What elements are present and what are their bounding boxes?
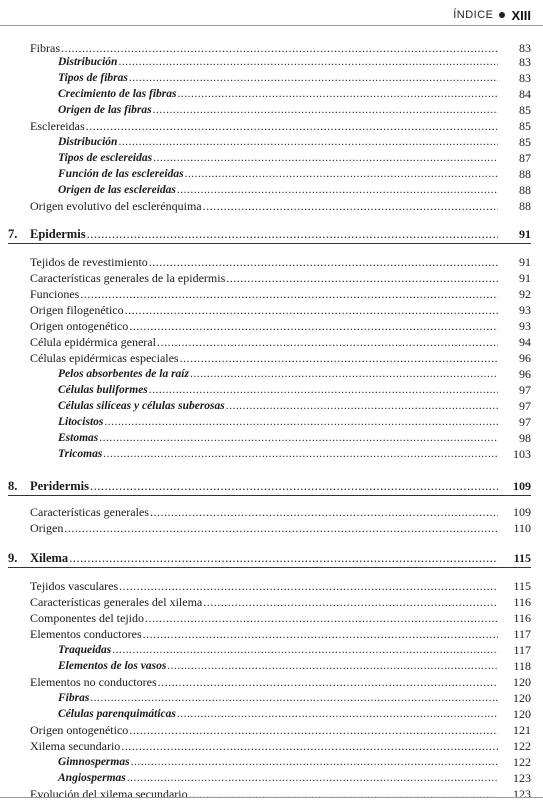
- toc-page-number: 94: [519, 335, 531, 349]
- toc-entry-text: [58, 690, 499, 706]
- dot-leader: [177, 706, 498, 722]
- toc-entry-text: [58, 54, 499, 70]
- toc-page-number: 97: [519, 383, 531, 397]
- toc-entry-label: Distribución: [58, 136, 118, 148]
- toc-entry-text: [58, 366, 499, 382]
- toc-page-number: 123: [513, 771, 531, 785]
- toc-page-number: 115: [513, 579, 531, 593]
- toc-entry-label: Distribución: [58, 56, 118, 68]
- toc-entry-label: Origen: [30, 521, 64, 535]
- dot-leader: [119, 578, 498, 594]
- toc-entry-label: Esclereidas: [30, 119, 85, 133]
- toc-page-number: 122: [513, 739, 531, 753]
- toc-entry-label: Componentes del tejido: [30, 611, 144, 625]
- toc-entry-label: Células parenquimáticas: [58, 708, 176, 720]
- toc-entry: [0, 738, 543, 754]
- toc-entry-label: Elementos de los vasos: [58, 660, 167, 672]
- toc-entry: [0, 674, 543, 690]
- toc-entry-text: [58, 706, 499, 722]
- header-label: ÍNDICE: [453, 9, 494, 21]
- toc-chapter: [0, 226, 543, 242]
- toc-entry-label: Traqueidas: [58, 644, 112, 656]
- dot-leader: [87, 226, 498, 242]
- toc-entry-label: Célula epidérmica general: [30, 335, 156, 349]
- toc-entry-text: [58, 430, 499, 446]
- toc-entry: [0, 722, 543, 738]
- toc-subentry: [0, 690, 543, 706]
- chapter-number: 9.: [8, 551, 18, 565]
- dot-leader: [104, 414, 498, 430]
- toc-page-number: 120: [513, 691, 531, 705]
- dot-leader: [226, 270, 498, 286]
- toc-entry-text: [30, 594, 499, 610]
- toc-entry-label: Características generales de la epidermis: [30, 271, 226, 285]
- toc-entry-text: [30, 722, 499, 738]
- dot-leader: [226, 398, 498, 414]
- toc-entry-label: Características generales del xilema: [30, 595, 203, 609]
- dot-leader: [129, 318, 498, 334]
- toc-page-number: 85: [519, 135, 531, 149]
- toc-entry-text: [58, 754, 499, 770]
- toc-entry-label: Células silíceas y células suberosas: [58, 400, 225, 412]
- toc-subentry: [0, 414, 543, 430]
- toc-chapter: [0, 478, 543, 494]
- toc-subentry: [0, 398, 543, 414]
- toc-subentry: [0, 706, 543, 722]
- dot-leader: [125, 302, 498, 318]
- toc-entry-text: [58, 414, 499, 430]
- toc-entry-text: [8, 226, 499, 242]
- dot-leader: [90, 478, 498, 494]
- dot-leader: [127, 770, 498, 786]
- toc-page-number: 83: [519, 55, 531, 69]
- dot-leader: [145, 610, 498, 626]
- toc-subentry: [0, 754, 543, 770]
- toc-page-number: 88: [519, 183, 531, 197]
- dot-leader: [118, 54, 498, 70]
- toc-entry-label: Origen de las fibras: [58, 104, 152, 116]
- toc-subentry: [0, 166, 543, 182]
- toc-page-number: 96: [519, 367, 531, 381]
- chapter-rule: [8, 567, 531, 568]
- toc-entry-label: Fibras: [58, 692, 90, 704]
- dot-leader: [90, 690, 498, 706]
- toc-entry-text: [58, 642, 499, 658]
- toc-entry: [0, 520, 543, 536]
- toc-entry-text: [58, 166, 499, 182]
- toc-entry: [0, 286, 543, 302]
- toc-entry: [0, 318, 543, 334]
- toc-subentry: [0, 642, 543, 658]
- dot-leader: [143, 626, 498, 642]
- toc-entry-label: Litocistos: [58, 416, 104, 428]
- toc-entry-label: Células epidérmicas especiales: [30, 351, 179, 365]
- toc-entry-label: Epidermis: [30, 227, 86, 241]
- toc-entry-label: Elementos no conductores: [30, 675, 157, 689]
- toc-page-number: 84: [519, 87, 531, 101]
- dot-leader: [129, 70, 498, 86]
- toc-page-number: 109: [513, 479, 531, 493]
- toc-entry-label: Angiospermas: [58, 772, 126, 784]
- toc-entry-label: Fibras: [30, 41, 60, 55]
- toc-subentry: [0, 150, 543, 166]
- toc-page-number: 123: [513, 787, 531, 801]
- toc-page-number: 83: [519, 71, 531, 85]
- toc-page-number: 85: [519, 119, 531, 133]
- dot-leader: [129, 722, 498, 738]
- toc-entry-label: Gimnospermas: [58, 756, 130, 768]
- toc-entry-text: [30, 504, 499, 520]
- toc-entry-text: [58, 102, 499, 118]
- toc-page-number: 120: [513, 675, 531, 689]
- toc-subentry: [0, 446, 543, 462]
- toc-entry-text: [58, 134, 499, 150]
- chapter-rule: [8, 495, 531, 496]
- toc-entry-text: [30, 674, 499, 690]
- toc-subentry: [0, 770, 543, 786]
- toc-page-number: 91: [519, 227, 531, 241]
- dot-leader: [203, 594, 498, 610]
- toc-entry-text: [30, 520, 499, 536]
- toc-entry-text: [30, 350, 499, 366]
- toc-entry-text: [30, 302, 499, 318]
- header-rule: [0, 25, 543, 26]
- toc-entry-label: Evolución del xilema secundario: [30, 787, 188, 801]
- toc-subentry: [0, 382, 543, 398]
- toc-entry-label: Origen ontogenético: [30, 319, 129, 333]
- toc-entry-text: [30, 626, 499, 642]
- toc-entry-label: Características generales: [30, 505, 149, 519]
- toc-entry-text: [30, 578, 499, 594]
- toc-entry-text: [30, 318, 499, 334]
- toc-entry-label: Origen ontogenético: [30, 723, 129, 737]
- header-page-number: XIII: [511, 7, 531, 23]
- dot-leader: [69, 550, 498, 566]
- toc-subentry: [0, 366, 543, 382]
- toc-entry-text: [58, 382, 499, 398]
- toc-subentry: [0, 182, 543, 198]
- dot-leader: [157, 334, 498, 350]
- dot-leader: [153, 102, 498, 118]
- running-header: [453, 6, 531, 24]
- toc-entry: [0, 350, 543, 366]
- toc-entry: [0, 578, 543, 594]
- toc-entry-text: [58, 446, 499, 462]
- toc-entry: [0, 118, 543, 134]
- dot-leader: [118, 134, 498, 150]
- toc-page-number: 97: [519, 415, 531, 429]
- toc-entry-label: Xilema: [30, 551, 69, 565]
- footer-rule: [0, 797, 543, 798]
- chapter-number: 7.: [8, 227, 18, 241]
- toc-page-number: 118: [513, 659, 531, 673]
- toc-entry-label: Xilema secundario: [30, 739, 121, 753]
- toc-subentry: [0, 134, 543, 150]
- dot-leader: [153, 150, 498, 166]
- toc-page-number: 93: [519, 303, 531, 317]
- toc-entry-label: Origen de las esclereidas: [58, 184, 176, 196]
- toc-entry-label: Tricomas: [58, 448, 103, 460]
- toc-page-number: 92: [519, 287, 531, 301]
- dot-leader: [177, 182, 498, 198]
- toc-chapter: [0, 550, 543, 566]
- toc-page-number: 109: [513, 505, 531, 519]
- toc-page-number: 88: [519, 167, 531, 181]
- toc-entry-label: Origen filogenético: [30, 303, 124, 317]
- toc-page-number: 96: [519, 351, 531, 365]
- toc-subentry: [0, 658, 543, 674]
- toc-entry: [0, 302, 543, 318]
- toc-page-number: 120: [513, 707, 531, 721]
- toc-entry-label: Tejidos vasculares: [30, 579, 119, 593]
- toc-page-number: 116: [513, 595, 531, 609]
- dot-leader: [103, 446, 498, 462]
- toc-page-number: 91: [519, 271, 531, 285]
- toc-page-number: 116: [513, 611, 531, 625]
- dot-leader: [131, 754, 498, 770]
- toc-entry: [0, 626, 543, 642]
- dot-leader: [86, 118, 498, 134]
- toc-subentry: [0, 86, 543, 102]
- toc-subentry: [0, 70, 543, 86]
- toc-page-number: 91: [519, 255, 531, 269]
- toc-entry-text: [30, 334, 499, 350]
- dot-leader: [158, 674, 498, 690]
- chapter-number: 8.: [8, 479, 18, 493]
- bullet-icon: [499, 12, 505, 18]
- toc-entry: [0, 594, 543, 610]
- toc-page-number: 110: [513, 521, 531, 535]
- toc-subentry: [0, 430, 543, 446]
- chapter-rule: [8, 243, 531, 244]
- toc-page-number: 103: [513, 447, 531, 461]
- toc-entry-label: Funciones: [30, 287, 80, 301]
- toc-page-number: 87: [519, 151, 531, 165]
- toc-entry: [0, 504, 543, 520]
- dot-leader: [149, 254, 498, 270]
- toc-page-number: 93: [519, 319, 531, 333]
- toc-entry-text: [58, 86, 499, 102]
- toc-page-number: 121: [513, 723, 531, 737]
- toc-entry: [0, 254, 543, 270]
- dot-leader: [149, 382, 498, 398]
- dot-leader: [203, 198, 498, 214]
- toc-entry-text: [30, 738, 499, 754]
- dot-leader: [178, 86, 498, 102]
- toc-page-number: 97: [519, 399, 531, 413]
- toc-entry-label: Tejidos de revestimiento: [30, 255, 148, 269]
- toc-entry-label: Tipos de fibras: [58, 72, 128, 84]
- toc-page-number: 117: [513, 627, 531, 641]
- dot-leader: [167, 658, 498, 674]
- toc-entry-text: [8, 478, 499, 494]
- toc-subentry: [0, 102, 543, 118]
- toc-entry-text: [30, 254, 499, 270]
- toc-entry: [0, 334, 543, 350]
- toc-entry: [0, 270, 543, 286]
- dot-leader: [180, 350, 498, 366]
- toc-page-number: 117: [513, 643, 531, 657]
- toc-entry-text: [30, 270, 499, 286]
- dot-leader: [64, 520, 498, 536]
- dot-leader: [150, 504, 498, 520]
- dot-leader: [80, 286, 498, 302]
- toc-entry-text: [58, 770, 499, 786]
- toc-entry-label: Células buliformes: [58, 384, 148, 396]
- toc-page-number: 122: [513, 755, 531, 769]
- toc-entry-label: Pelos absorbentes de la raíz: [58, 368, 189, 380]
- toc-entry-text: [58, 182, 499, 198]
- toc-page-number: 88: [519, 199, 531, 213]
- dot-leader: [190, 366, 498, 382]
- toc-entry-text: [30, 198, 499, 214]
- dot-leader: [121, 738, 498, 754]
- toc-subentry: [0, 54, 543, 70]
- toc-entry-text: [58, 150, 499, 166]
- toc-entry-text: [30, 286, 499, 302]
- dot-leader: [112, 642, 498, 658]
- toc-page-number: 85: [519, 103, 531, 117]
- toc-entry-text: [30, 610, 499, 626]
- toc-entry-label: Elementos conductores: [30, 627, 142, 641]
- toc-page-number: 115: [513, 551, 531, 565]
- toc-page-number: 83: [519, 41, 531, 55]
- dot-leader: [99, 430, 498, 446]
- toc-entry-text: [58, 398, 499, 414]
- toc-entry: [0, 610, 543, 626]
- toc-entry: [0, 198, 543, 214]
- toc-entry-label: Estomas: [58, 432, 99, 444]
- toc-entry-text: [30, 118, 499, 134]
- toc-entry-label: Origen evolutivo del esclerénquima: [30, 199, 202, 213]
- toc-page-number: 98: [519, 431, 531, 445]
- toc-entry-label: Tipos de esclereidas: [58, 152, 153, 164]
- toc-entry-text: [58, 658, 499, 674]
- dot-leader: [185, 166, 498, 182]
- toc-entry-label: Crecimiento de las fibras: [58, 88, 177, 100]
- toc-entry-label: Función de las esclereidas: [58, 168, 184, 180]
- toc-entry-text: [58, 70, 499, 86]
- toc-entry-text: [8, 550, 499, 566]
- toc-entry-label: Peridermis: [30, 479, 90, 493]
